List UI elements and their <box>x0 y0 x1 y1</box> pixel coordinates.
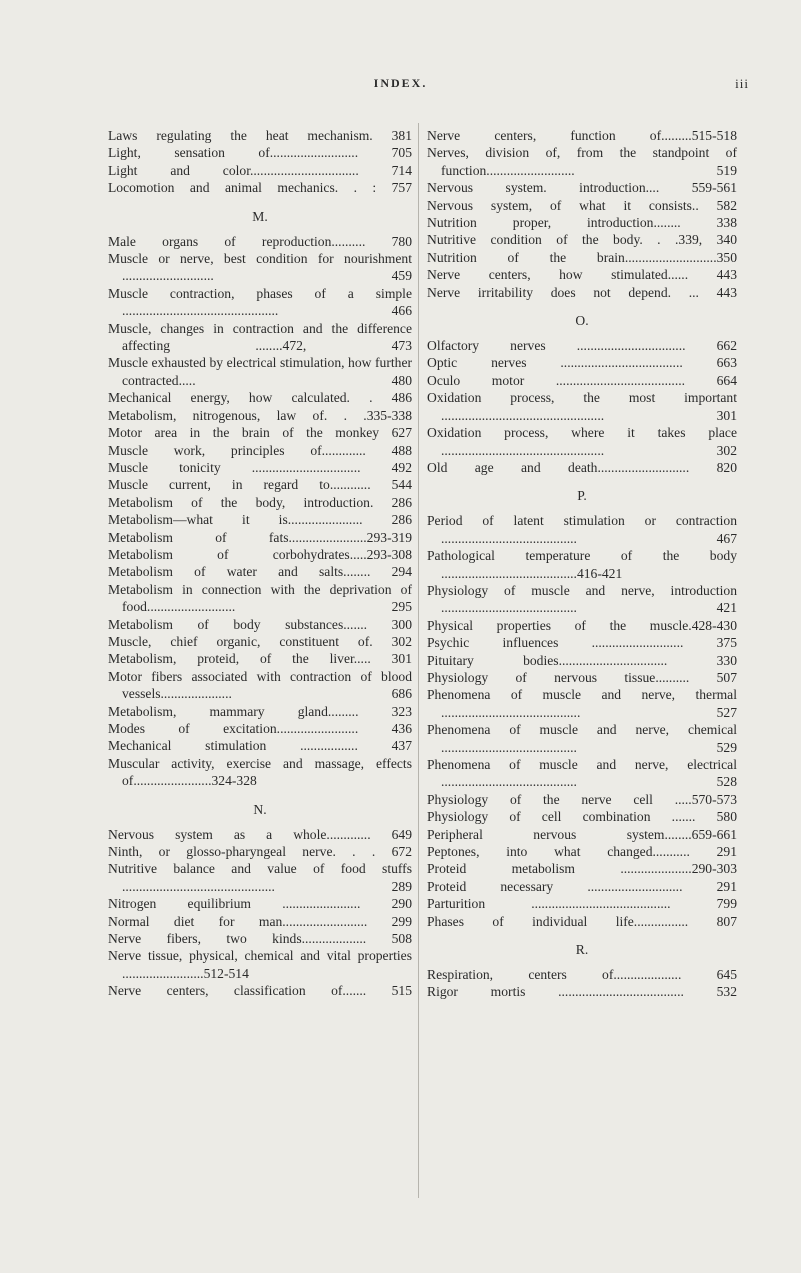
index-entry: Psychic influences ........................... 375 <box>427 635 737 651</box>
page-title: INDEX. <box>373 76 428 90</box>
index-entry: Metabolism in connection with the deprivation of food.......................... 295 <box>108 581 412 615</box>
index-entry: Muscle contraction, phases of a simple .............................................. 466 <box>108 285 412 319</box>
index-entry: Nerve centers, function of.........515-518 <box>427 128 737 143</box>
section-letter-heading: P. <box>577 488 587 504</box>
index-entry: Physiology of nervous tissue.......... 507 <box>427 669 737 685</box>
index-entry: Pituitary bodies................................ 330 <box>427 652 737 668</box>
index-entry: Rigor mortis ..................................... 532 <box>427 984 737 1000</box>
section-letter-heading: R. <box>575 942 589 958</box>
index-entry: Metabolism, mammary gland......... 323 <box>108 703 412 719</box>
index-entry: Nutrition proper, introduction........ 338 <box>427 215 737 231</box>
index-entry: Light and color................................ 714 <box>108 162 412 178</box>
index-entry: Nerve tissue, physical, chemical and vital properties ........................512-514 <box>108 948 412 981</box>
index-entry: Parturition ......................................... 799 <box>427 896 737 912</box>
index-entry: Proteid necessary ............................ 291 <box>427 878 737 894</box>
index-entry: Nerve centers, classification of....... 515 <box>108 983 412 999</box>
index-entry: Physiology of the nerve cell .....570-573 <box>427 791 737 807</box>
index-entry: Oculo motor ...................................... 664 <box>427 372 737 388</box>
index-entry: Optic nerves .................................... 663 <box>427 355 737 371</box>
index-entry: Male organs of reproduction.......... 780 <box>108 233 412 249</box>
index-entry: Nervous system, of what it consists.. 582 <box>427 197 737 213</box>
index-entry: Old age and death........................... 820 <box>427 459 737 475</box>
index-entry: Nitrogen equilibrium ....................... 290 <box>108 896 412 912</box>
index-entry: Muscle, chief organic, constituent of. 302 <box>108 633 412 649</box>
index-entry: Normal diet for man......................... 299 <box>108 913 412 929</box>
index-entry: Motor fibers associated with contraction of blood vessels..................... 686 <box>108 668 412 702</box>
page-header <box>0 76 801 96</box>
index-entry: Oxidation process, where it takes place ................................................ 302 <box>427 425 737 458</box>
index-entry: Metabolism of body substances....... 300 <box>108 616 412 632</box>
index-entry: Nervous system as a whole............. 649 <box>108 826 412 842</box>
index-entry: Mechanical energy, how calculated. . 486 <box>108 390 412 406</box>
index-entry: Nerve irritability does not depend. ... 443 <box>427 284 737 300</box>
index-entry: Phenomena of muscle and nerve, electrical ........................................ 528 <box>427 757 737 790</box>
column-divider <box>418 123 419 1198</box>
index-entry: Motor area in the brain of the monkey 627 <box>108 425 412 441</box>
index-entry: Nervous system. introduction.... 559-561 <box>427 180 737 196</box>
index-entry: Metabolism of water and salts........ 294 <box>108 564 412 580</box>
index-entry: Phenomena of muscle and nerve, thermal ......................................... 527 <box>427 687 737 720</box>
index-entry: Physical properties of the muscle.428-430 <box>427 617 737 633</box>
index-entry: Mechanical stimulation ................. 437 <box>108 738 412 754</box>
index-entry: Muscle tonicity ................................ 492 <box>108 459 412 475</box>
index-entry: Nerve centers, how stimulated...... 443 <box>427 267 737 283</box>
index-column-right <box>427 127 737 1001</box>
index-entry: Laws regulating the heat mechanism. 381 <box>108 128 412 143</box>
index-entry: Peripheral nervous system........659-661 <box>427 826 737 842</box>
index-entry: Olfactory nerves ................................ 662 <box>427 338 737 354</box>
index-entry: Nerves, division of, from the standpoint of function.......................... 519 <box>427 145 737 178</box>
index-entry: Ninth, or glosso-pharyngeal nerve. . . 672 <box>108 844 412 860</box>
index-entry: Muscular activity, exercise and massage, effects of.......................324-328 <box>108 755 412 789</box>
index-entry: Nutritive condition of the body. . .339, 340 <box>427 232 737 248</box>
index-entry: Oxidation process, the most important ................................................ 301 <box>427 390 737 423</box>
index-entry: Modes of excitation........................ 436 <box>108 721 412 736</box>
index-entry: Physiology of muscle and nerve, introduction ........................................ 421 <box>427 582 737 616</box>
index-entry: Respiration, centers of.................... 645 <box>427 967 737 983</box>
section-letter-heading: M. <box>252 208 268 224</box>
index-entry: Muscle work, principles of............. 488 <box>108 442 412 458</box>
index-entry: Metabolism of the body, introduction. 286 <box>108 494 412 510</box>
section-letter-heading: O. <box>575 313 589 329</box>
index-entry: Muscle current, in regard to............ 544 <box>108 477 412 493</box>
index-entry: Muscle exhausted by electrical stimulation, how further contracted..... 480 <box>108 355 412 388</box>
index-entry: Physiology of cell combination ....... 580 <box>427 809 737 825</box>
index-entry: Locomotion and animal mechanics. . : 757 <box>108 180 412 196</box>
index-entry: Metabolism of fats.......................293-319 <box>108 529 412 545</box>
index-column-left <box>108 127 412 1000</box>
index-entry: Nutritive balance and value of food stuffs ............................................. 289 <box>108 861 412 894</box>
index-entry: Nerve fibers, two kinds................... 508 <box>108 931 412 947</box>
section-letter-heading: N. <box>253 801 267 817</box>
index-entry: Muscle or nerve, best condition for nourishment ........................... 459 <box>108 251 412 284</box>
index-entry: Phases of individual life................ 807 <box>427 913 737 929</box>
index-entry: Metabolism—what it is...................... 286 <box>108 512 412 528</box>
index-entry: Metabolism, proteid, of the liver..... 301 <box>108 651 412 667</box>
index-entry: Pathological temperature of the body ........................................416-421 <box>427 548 737 581</box>
index-entry: Proteid metabolism .....................290-303 <box>427 861 737 877</box>
index-entry: Muscle, changes in contraction and the difference affecting ........472, 473 <box>108 320 412 354</box>
index-entry: Period of latent stimulation or contraction ........................................ 467 <box>427 513 737 546</box>
index-entry: Phenomena of muscle and nerve, chemical ........................................ 529 <box>427 722 737 755</box>
index-entry: Metabolism of corbohydrates.....293-308 <box>108 546 412 562</box>
index-entry: Metabolism, nitrogenous, law of. . .335-338 <box>108 407 412 423</box>
index-entry: Light, sensation of.......................... 705 <box>108 145 412 161</box>
page-number: iii <box>735 76 749 91</box>
index-entry: Nutrition of the brain...........................350 <box>427 249 737 265</box>
index-entry: Peptones, into what changed........... 291 <box>427 844 737 860</box>
